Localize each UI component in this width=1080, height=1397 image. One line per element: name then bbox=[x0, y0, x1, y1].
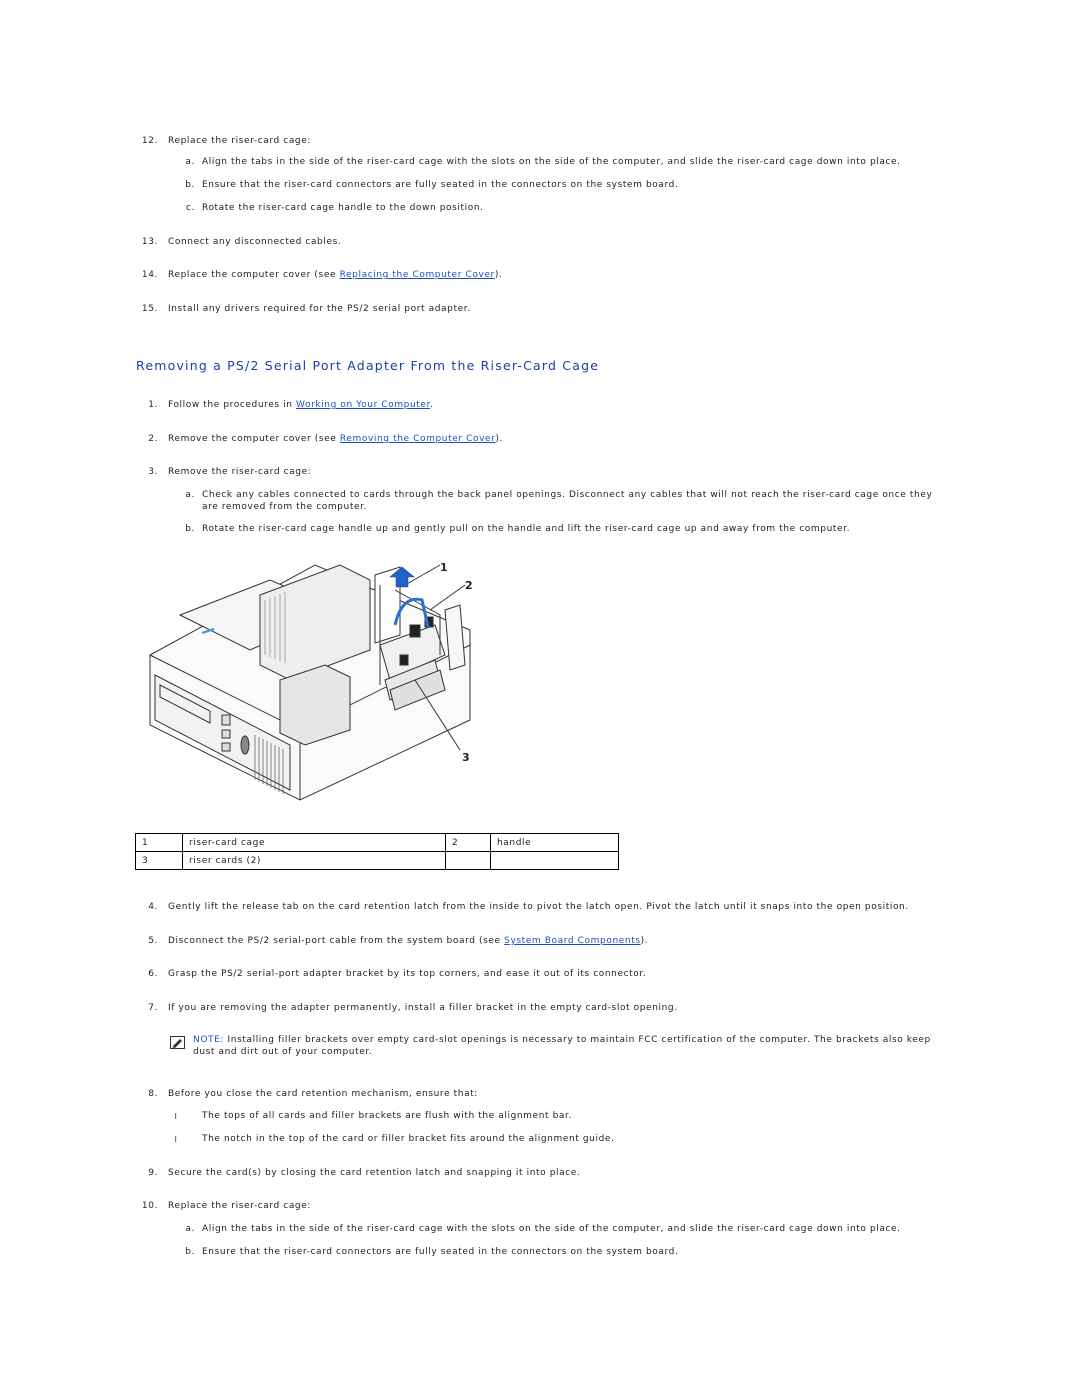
step-text: Grasp the PS/2 serial-port adapter bracket by its top corners, and ease it out of its connector. bbox=[168, 969, 647, 979]
substep-letter: c. bbox=[185, 203, 195, 213]
step-number: 9. bbox=[148, 1168, 158, 1178]
step-text-pre: Disconnect the PS/2 serial-port cable from the system board (see bbox=[168, 936, 505, 946]
step-text-pre: Replace the computer cover (see bbox=[168, 270, 340, 280]
substep-letter: b. bbox=[185, 1247, 195, 1257]
step-number: 8. bbox=[148, 1089, 158, 1099]
step-text: Replace the riser-card cage: bbox=[168, 1201, 312, 1211]
callout-1: 1 bbox=[440, 561, 449, 574]
legend-number bbox=[446, 852, 491, 870]
legend-label bbox=[491, 852, 619, 870]
table-row bbox=[136, 834, 619, 852]
riser-card-cage-figure bbox=[140, 555, 480, 805]
note-label: NOTE: bbox=[193, 1035, 225, 1045]
step-text bbox=[168, 270, 502, 280]
substep-text: Rotate the riser-card cage handle up and gently pull on the handle and lift the riser-card cage up and away from the computer. bbox=[202, 524, 851, 534]
working-on-computer-link[interactable]: Working on Your Computer bbox=[296, 400, 431, 410]
substep-text: Ensure that the riser-card connectors are fully seated in the connectors on the system board. bbox=[202, 1247, 679, 1257]
step-number: 5. bbox=[148, 936, 158, 946]
substep-text: Ensure that the riser-card connectors are fully seated in the connectors on the system board. bbox=[202, 180, 679, 190]
note-text bbox=[193, 1035, 931, 1045]
section-title: Removing a PS/2 Serial Port Adapter From the Riser-Card Cage bbox=[136, 358, 600, 373]
step-text-pre: Remove the computer cover (see bbox=[168, 434, 340, 444]
table-row bbox=[136, 852, 619, 870]
step-text bbox=[168, 434, 503, 444]
substep-text: Align the tabs in the side of the riser-card cage with the slots on the side of the computer, and slide the riser-card cage down into place. bbox=[202, 157, 901, 167]
step-text bbox=[168, 400, 434, 410]
step-text-post: . bbox=[430, 400, 434, 410]
step-text: Before you close the card retention mechanism, ensure that: bbox=[168, 1089, 478, 1099]
step-text: Remove the riser-card cage: bbox=[168, 467, 312, 477]
step-text bbox=[168, 936, 648, 946]
step-text: Gently lift the release tab on the card retention latch from the inside to pivot the latch open. Pivot the latch until it snaps into the open position. bbox=[168, 902, 909, 912]
substep-letter: a. bbox=[185, 1224, 195, 1234]
note-body: Installing filler brackets over empty card-slot openings is necessary to maintain FCC certification of the computer. The brackets also keep bbox=[224, 1035, 931, 1045]
step-text-pre: Follow the procedures in bbox=[168, 400, 297, 410]
substep-text: Align the tabs in the side of the riser-card cage with the slots on the side of the computer, and slide the riser-card cage down into place. bbox=[202, 1224, 901, 1234]
note-text-continued: dust and dirt out of your computer. bbox=[193, 1047, 373, 1057]
substep-letter: a. bbox=[185, 157, 195, 167]
substep-letter: a. bbox=[185, 490, 195, 500]
step-text: Secure the card(s) by closing the card retention latch and snapping it into place. bbox=[168, 1168, 581, 1178]
substep-text-continued: are removed from the computer. bbox=[202, 502, 368, 512]
bullet-mark: l bbox=[174, 1135, 178, 1144]
step-text: Connect any disconnected cables. bbox=[168, 237, 342, 247]
substep-text: Rotate the riser-card cage handle to the down position. bbox=[202, 203, 484, 213]
step-number: 13. bbox=[141, 237, 158, 247]
step-number: 6. bbox=[148, 969, 158, 979]
legend-label: riser cards (2) bbox=[183, 852, 446, 870]
step-text: If you are removing the adapter permanently, install a filler bracket in the empty card-slot opening. bbox=[168, 1003, 678, 1013]
bullet-text: The tops of all cards and filler brackets are flush with the alignment bar. bbox=[202, 1111, 572, 1121]
step-number: 15. bbox=[141, 304, 158, 314]
step-number: 10. bbox=[141, 1201, 158, 1211]
step-text-post: ). bbox=[494, 270, 503, 280]
callout-3: 3 bbox=[462, 751, 471, 764]
step-number: 14. bbox=[141, 270, 158, 280]
substep-letter: b. bbox=[185, 524, 195, 534]
bullet-mark: l bbox=[174, 1112, 178, 1121]
legend-number: 1 bbox=[136, 834, 183, 852]
legend-label: handle bbox=[491, 834, 619, 852]
legend-number: 2 bbox=[446, 834, 491, 852]
removing-cover-link[interactable]: Removing the Computer Cover bbox=[339, 434, 496, 444]
step-number: 7. bbox=[148, 1003, 158, 1013]
bullet-text: The notch in the top of the card or filler bracket fits around the alignment guide. bbox=[202, 1134, 615, 1144]
step-number: 2. bbox=[148, 434, 158, 444]
step-text: Install any drivers required for the PS/2 serial port adapter. bbox=[168, 304, 471, 314]
step-number: 12. bbox=[141, 136, 158, 146]
step-text-post: ). bbox=[495, 434, 504, 444]
note-pencil-icon bbox=[170, 1036, 185, 1049]
substep-letter: b. bbox=[185, 180, 195, 190]
callout-2: 2 bbox=[465, 579, 474, 592]
step-number: 1. bbox=[148, 400, 158, 410]
replacing-cover-link[interactable]: Replacing the Computer Cover bbox=[339, 270, 495, 280]
legend-number: 3 bbox=[136, 852, 183, 870]
figure-legend-table bbox=[135, 833, 619, 870]
substep-text: Check any cables connected to cards through the back panel openings. Disconnect any cables that will not reach the riser-card cage once they bbox=[202, 490, 933, 500]
system-board-components-link[interactable]: System Board Components bbox=[504, 936, 641, 946]
step-text: Replace the riser-card cage: bbox=[168, 136, 312, 146]
step-text-post: ). bbox=[640, 936, 649, 946]
step-number: 3. bbox=[148, 467, 158, 477]
legend-label: riser-card cage bbox=[183, 834, 446, 852]
step-number: 4. bbox=[148, 902, 158, 912]
